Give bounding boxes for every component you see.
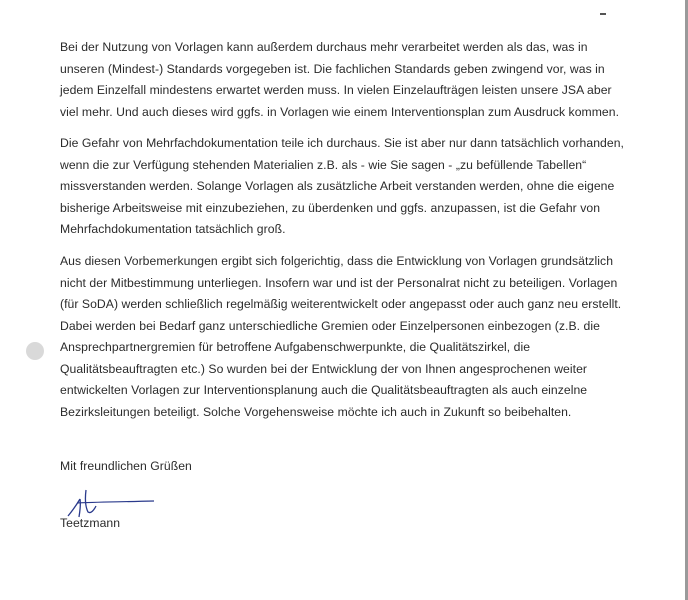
- paragraph-line: (für SoDA) werden schließlich regelmäßig weiterentwickelt oder angepasst oder auch ganz neu erstellt.: [60, 297, 622, 311]
- paragraph-line: Die Gefahr von Mehrfachdokumentation teile ich durchaus. Sie ist aber nur dann tatsächlich vorhanden,: [60, 136, 624, 150]
- scan-speck: [600, 13, 606, 15]
- paragraph-line: Qualitätsbeauftragten etc.) So wurden bei der Entwicklung der von Ihnen angesprochenen weiter: [60, 361, 588, 376]
- paragraph-line: wenn die zur Verfügung stehenden Materialien z.B. als - wie Sie sagen - „zu befüllende Tabellen“: [60, 157, 587, 172]
- paragraph-line: nicht der Mitbestimmung unterliegen. Insofern war und ist der Personalrat nicht zu beteiligen. Vorlagen: [60, 275, 618, 290]
- paragraph-line: bisherige Arbeitsweise mit einzubeziehen, zu überdenken und ggfs. anzupassen, ist die Gefahr von: [60, 200, 601, 215]
- paragraph-line: viel mehr. Und auch dieses wird ggfs. in Vorlagen wie einem Interventionsplan zum Ausdruck kommen.: [60, 104, 620, 119]
- paragraph-line: Dabei werden bei Bedarf ganz unterschiedliche Gremien oder Einzelpersonen einbezogen (z.B. die: [60, 318, 600, 333]
- closing-salutation: Mit freundlichen Grüßen: [60, 459, 192, 473]
- paragraph-line: Aus diesen Vorbemerkungen ergibt sich folgerichtig, dass die Entwicklung von Vorlagen grundsätzlich: [60, 254, 614, 268]
- paragraph-line: unseren (Mindest-) Standards vorgegeben ist. Die fachlichen Standards geben zwingend vor, was in: [60, 61, 605, 76]
- paragraph-line: Bezirksleitungen beteiligt. Solche Vorgehensweise möchte ich auch in Zukunft so beibehalten.: [60, 404, 572, 419]
- paragraph-line: jedem Einzelfall mindestens erwartet werden muss. In vielen Einzelaufträgen leisten unsere JSA aber: [60, 83, 612, 97]
- paragraph-line: Ansprechpartnergremien für betroffene Aufgabenschwerpunkte, die Qualitätszirkel, die: [60, 340, 531, 354]
- paragraph-2: [60, 133, 645, 241]
- paragraph-line: Bei der Nutzung von Vorlagen kann außerdem durchaus mehr verarbeitet werden als das, was in: [60, 40, 588, 54]
- paragraph-3: [60, 251, 645, 423]
- paragraph-line: Mehrfachdokumentation tatsächlich groß.: [60, 222, 286, 236]
- punch-hole-mark: [26, 342, 44, 360]
- paragraph-line: entwickelten Vorlagen zur Interventionsplanung auch die Qualitätsbeauftragten als auch einzelne: [60, 383, 588, 397]
- paragraph-1: [60, 37, 645, 123]
- signer-name: Teetzmann: [60, 516, 121, 530]
- paragraph-line: missverstanden werden. Solange Vorlagen als zusätzliche Arbeit verstanden werden, ohne die eigene: [60, 179, 615, 193]
